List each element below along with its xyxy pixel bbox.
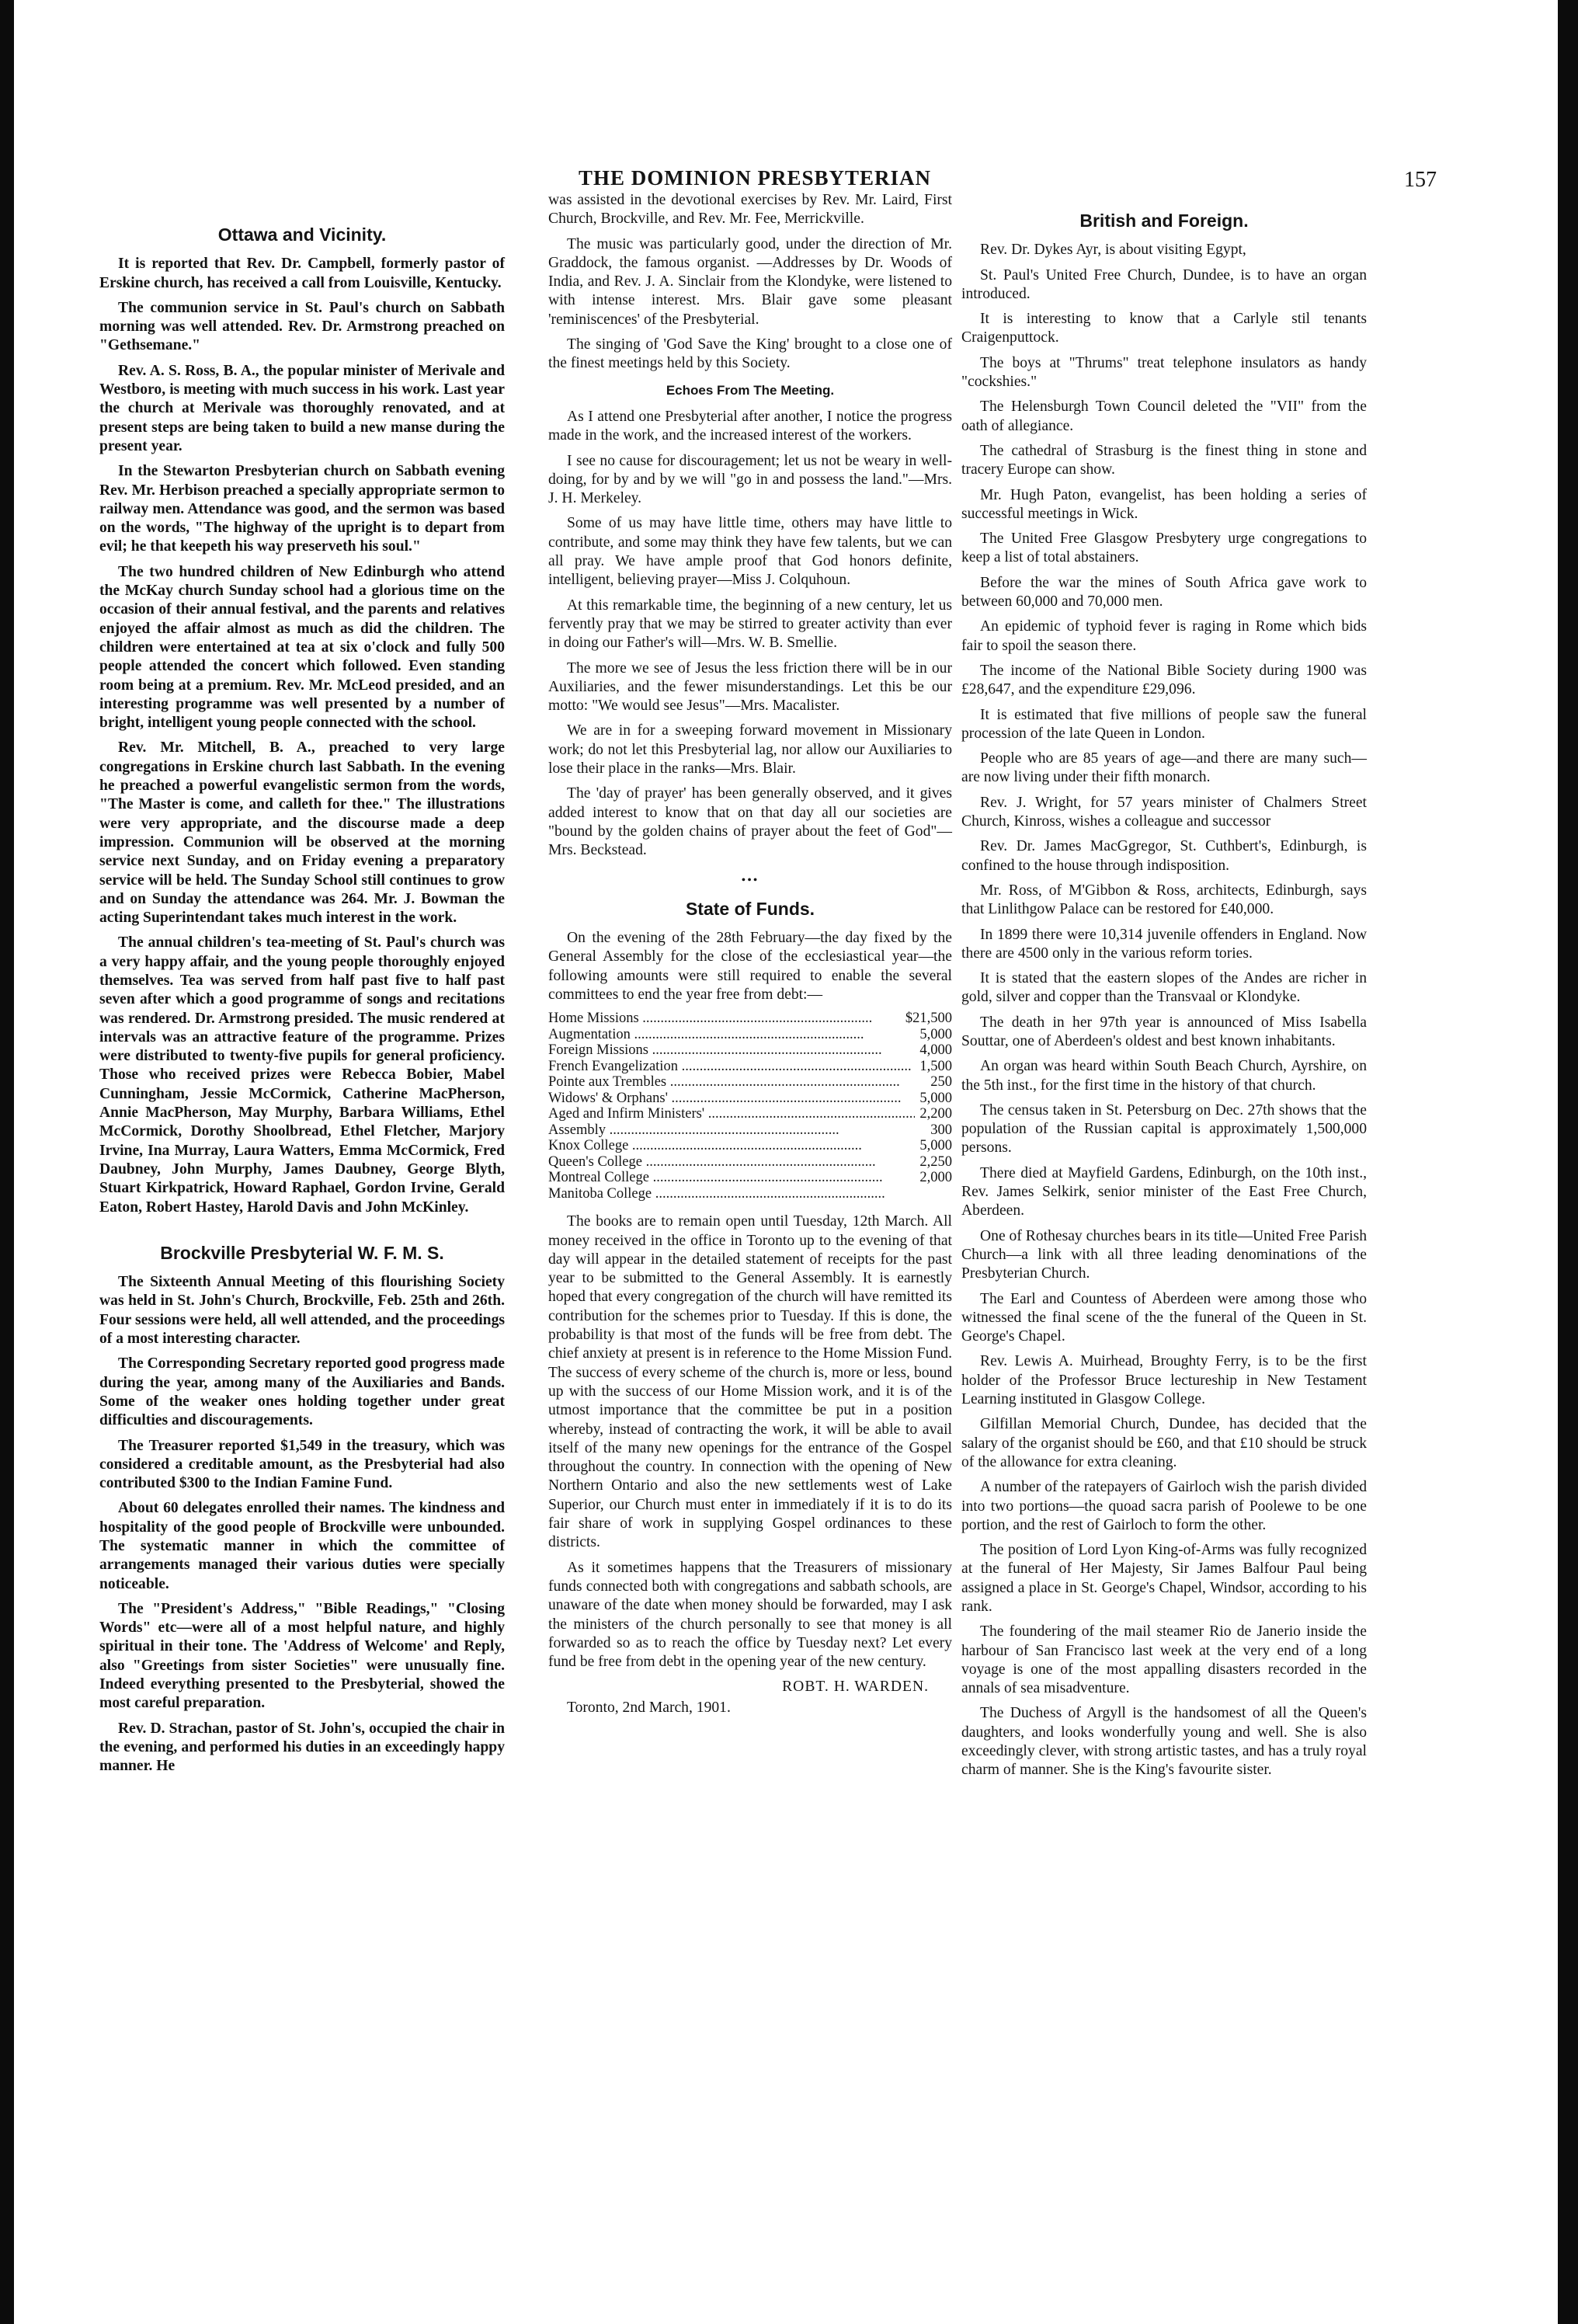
article-paragraph: The singing of 'God Save the King' brought to a close one of the finest meetings held by this Society. — [548, 336, 952, 372]
news-item: The Helensburgh Town Council deleted the "VII" from the oath of allegiance. — [961, 398, 1367, 434]
news-item: Rev. Dr. Dykes Ayr, is about visiting Egypt, — [980, 242, 1246, 259]
funds-table — [548, 1011, 952, 1202]
news-item: A number of the ratepayers of Gairloch wish the parish divided into two portions—the quoad sacra parish of Poolewe to be one portion, and the rest of Gairloch to form the other. — [961, 1479, 1367, 1533]
fund-name: Augmentation ..... — [548, 1027, 915, 1043]
news-item: The income of the National Bible Society during 1900 was £28,647, and the expenditure £29,096. — [961, 662, 1367, 698]
article-paragraph: The "President's Address," "Bible Readings," "Closing Words" etc—were all of a most helpful nature, and highly spiritual in their tone. The 'Address of Welcome' and Reply, also "Greetings from sister Societies" were unusually fine. Indeed everything presented to the Presbyterial, showed the most careful preparation. — [99, 1600, 505, 1712]
funds-row — [548, 1027, 952, 1043]
news-item: Gilfillan Memorial Church, Dundee, has decided that the salary of the organist should be £60, and that £10 should be struck of the allowance for extra cleaning. — [961, 1416, 1367, 1470]
fund-amount — [947, 1186, 952, 1202]
news-item: The boys at "Thrums" treat telephone insulators as handy "cockshies." — [961, 354, 1367, 391]
echo-paragraph: The more we see of Jesus the less friction there will be in our Auxiliaries, and the fewer misunderstandings. Let this be our motto: "We would see Jesus"—Mrs. Macalister. — [548, 659, 952, 715]
article-paragraph: About 60 delegates enrolled their names. The kindness and hospitality of the good people of Brockville were unbounded. The systematic manner in which the committee of arrangements managed their various duties were specially noticeable. — [99, 1500, 505, 1592]
brockville-articles — [99, 1273, 505, 1776]
fund-name: Home Missions ..... — [548, 1011, 901, 1027]
scan-right-edge — [1558, 0, 1578, 2324]
fund-amount: 5,000 — [919, 1138, 952, 1154]
news-item: An organ was heard within South Beach Church, Ayrshire, on the 5th inst., for the first time in the history of that church. — [961, 1058, 1367, 1094]
news-item: The foundering of the mail steamer Rio de Janerio inside the harbour of San Francisco last week at the very end of a long voyage is one of the most appalling disasters recorded in the annals of sea misadventure. — [961, 1623, 1367, 1697]
fund-amount: 300 — [930, 1122, 952, 1138]
echo-paragraph: As I attend one Presbyterial after another, I notice the progress made in the work, and the increased interest of the workers. — [548, 408, 952, 444]
article-paragraph: Rev. Mr. Mitchell, B. A., preached to very large congregations in Erskine church last Sabbath. In the evening he preached a powerful evangelistic sermon from the words, "The Master is come, and calleth for thee." The illustrations were very appropriate, and the discourse made a deep impression. Communion will be observed at the morning service next Sunday, and on Friday evening a preparatory service will be held. The Sunday School still continues to grow and on Sunday the attendance was 264. Mr. J. Bowman the acting Superintendant takes much interest in the work. — [99, 739, 505, 927]
article-paragraph: The music was particularly good, under the direction of Mr. Graddock, the famous organist. —Addresses by Dr. Woods of India, and Rev. J. A. Sinclair from the Klondyke, were listened to with intense interest. Mrs. Blair gave some pleasant 'reminiscences' of the Presbyterial. — [548, 235, 952, 328]
news-item: The death in her 97th year is announced of Miss Isabella Souttar, one of Aberdeen's oldest and best known inhabitants. — [961, 1014, 1367, 1049]
news-item: The census taken in St. Petersburg on Dec. 27th shows that the population of the Russian capital is approximately 1,500,000 persons. — [961, 1101, 1367, 1157]
fund-name: Aged and Infirm Ministers' ..... — [548, 1106, 915, 1122]
fund-name: French Evangelization ..... — [548, 1059, 915, 1075]
news-item: An epidemic of typhoid fever is raging in Rome which bids fair to spoil the season there. — [961, 618, 1367, 654]
echo-paragraph: I see no cause for discouragement; let us not be weary in well-doing, for by and by we will "go in and possess the land."—Mrs. J. H. Merkeley. — [548, 452, 952, 507]
news-item: The position of Lord Lyon King-of-Arms was fully recognized at the funeral of Her Majesty, Sir James Balfour Paul being assigned a place in St. George's Chapel, Windsor, according to his rank. — [961, 1542, 1367, 1615]
fund-amount: 2,250 — [919, 1153, 952, 1170]
column-left — [99, 216, 505, 1783]
column-right — [961, 211, 1367, 1786]
funds-row — [548, 1042, 952, 1059]
scan-left-edge — [0, 0, 14, 2324]
echo-paragraph: At this remarkable time, the beginning of a new century, let us fervently pray that we may be stirred to greater activity than ever in doing our Father's will—Mrs. W. B. Smellie. — [548, 597, 952, 652]
article-paragraph: Rev. D. Strachan, pastor of St. John's, occupied the chair in the evening, and performed his duties in an exceedingly happy manner. He — [99, 1720, 505, 1775]
news-item: In 1899 there were 10,314 juvenile offenders in England. Now there are 4500 only in the various reform tories. — [961, 926, 1367, 962]
fund-name: Knox College ..... — [548, 1138, 915, 1154]
article-paragraph: It is reported that Rev. Dr. Campbell, formerly pastor of Erskine church, has received a call from Louisville, Kentucky. — [99, 256, 505, 291]
fund-name: Foreign Missions ..... — [548, 1042, 915, 1059]
section-divider: ••• — [741, 873, 759, 887]
article-paragraph: The books are to remain open until Tuesday, 12th March. All money received in the office in Toronto up to the evening of that day will appear in the detailed statement of receipts for the past year to be submitted to the General Assembly. It is earnestly hoped that every congregation of the church will have remitted its contribution for the schemes prior to Tuesday. If this is done, the probability is that most of the funds will be free from debt. The chief anxiety at present is in reference to the Home Mission Fund. The success of every scheme of the church is, more or less, bound up with the success of our Home Mission work, and it is of the utmost importance that the committee be put in a position whereby, instead of contracting the work, it will be able to avail itself of the many new openings for the entrance of the Gospel throughout the country. In connection with the opening of New Northern Ontario and also the new settlements west of Lake Superior, our Church must enter in immediately if it is to do its fair share of work in supplying Gospel ordinances to these districts. — [548, 1213, 952, 1551]
news-item: St. Paul's United Free Church, Dundee, is to have an organ introduced. — [961, 266, 1367, 302]
page-number: 157 — [1404, 168, 1437, 192]
fund-name: Manitoba College ..... — [548, 1186, 947, 1202]
fund-amount: 250 — [930, 1074, 952, 1091]
funds-row — [548, 1106, 952, 1122]
article-paragraph: The communion service in St. Paul's church on Sabbath morning was well attended. Rev. Dr. Armstrong preached on "Gethsemane." — [99, 299, 505, 354]
fund-amount: 1,500 — [919, 1058, 952, 1074]
article-paragraph: The Corresponding Secretary reported good progress made during the year, among many of the Auxiliaries and Bands. Some of the weaker ones holding together under great difficulties and discouragements. — [99, 1355, 505, 1429]
fund-name: Widows' & Orphans' ..... — [548, 1091, 915, 1107]
funds-row — [548, 1011, 952, 1027]
news-item: The Earl and Countess of Aberdeen were among those who witnessed the final scene of the the funeral of the Queen in St. George's Chapel. — [961, 1290, 1367, 1345]
echo-paragraph: We are in for a sweeping forward movement in Missionary work; do not let this Presbyterial lag, nor allow our Auxiliaries to lose their place in the ranks—Mrs. Blair. — [548, 722, 952, 778]
fund-amount: 2,000 — [919, 1170, 952, 1186]
funds-row — [548, 1154, 952, 1171]
echo-paragraph: The 'day of prayer' has been generally observed, and it gives added interest to know that on that day all our societies are "bound by the golden chains of prayer about the feet of God"—Mrs. Beckstead. — [548, 785, 952, 859]
section-heading-ottawa: Ottawa and Vicinity. — [217, 224, 387, 245]
news-item: There died at Mayfield Gardens, Edinburgh, on the 10th inst., Rev. James Selkirk, senior minister of the East Free Church, Aberdeen. — [961, 1164, 1367, 1219]
article-paragraph: The two hundred children of New Edinburgh who attend the McKay church Sunday school had a glorious time on the occasion of their annual festival, and the parents and relatives enjoyed the affair almost as much as did the children. The children were entertained at tea at six o'clock and fully 500 people attended the concert which followed. Even standing room being at a premium. Rev. Mr. McLeod presided, and an interesting programme was well presented by a number of bright, intelligent young people connected with the school. — [99, 563, 505, 732]
fund-amount: 5,000 — [919, 1090, 952, 1106]
article-paragraph: As it sometimes happens that the Treasurers of missionary funds connected both with congregations and sabbath schools, are unaware of the date when money should be forwarded, may I ask the ministers of the church personally to see that money is all forwarded so as to reach the office by Tuesday next? Let every fund be free from debt in the opening year of the new century. — [548, 1559, 952, 1671]
news-item: Rev. Dr. James MacGgregor, St. Cuthbert's, Edinburgh, is confined to the house through indisposition. — [961, 838, 1367, 874]
news-item: It is interesting to know that a Carlyle stil tenants Craigenputtock. — [961, 311, 1367, 346]
subheading-echoes: Echoes From The Meeting. — [666, 382, 835, 398]
fund-amount: 5,000 — [919, 1026, 952, 1042]
article-paragraph: was assisted in the devotional exercises by Rev. Mr. Laird, First Church, Brockville, and Rev. Mr. Fee, Merrickville. — [548, 192, 952, 228]
section-heading-funds: State of Funds. — [685, 898, 815, 919]
news-item: The United Free Glasgow Presbytery urge congregations to keep a list of total abstainers. — [961, 531, 1367, 566]
ottawa-articles — [99, 255, 505, 1217]
funds-row — [548, 1186, 952, 1202]
fund-name: Queen's College ..... — [548, 1154, 915, 1171]
funds-row — [548, 1138, 952, 1154]
page-header-title: THE DOMINION PRESBYTERIAN — [578, 166, 932, 190]
news-item: Mr. Ross, of M'Gibbon & Ross, architects, Edinburgh, says that Linlithgow Palace can be restored for £40,000. — [961, 882, 1367, 918]
news-item: Before the war the mines of South Africa gave work to between 60,000 and 70,000 men. — [961, 574, 1367, 611]
article-paragraph: Rev. A. S. Ross, B. A., the popular minister of Merivale and Westboro, is meeting with much success in his work. Last year the church at Merivale was thoroughly renovated, and at present steps are being taken to build a new manse during the present year. — [99, 362, 505, 454]
signature: ROBT. H. WARDEN. — [782, 1679, 929, 1696]
dateline: Toronto, 2nd March, 1901. — [567, 1699, 731, 1716]
news-item: Rev. J. Wright, for 57 years minister of Chalmers Street Church, Kinross, wishes a colleague and successor — [961, 794, 1367, 830]
column-middle — [548, 168, 952, 1724]
news-item: Rev. Lewis A. Muirhead, Broughty Ferry, is to be the first holder of the Professor Bruce lectureship in New Testament Learning instituted in Glasgow College. — [961, 1353, 1367, 1408]
funds-row — [548, 1170, 952, 1186]
fund-name: Pointe aux Trembles ..... — [548, 1074, 926, 1091]
funds-row — [548, 1122, 952, 1139]
news-item: One of Rothesay churches bears in its title—United Free Parish Church—a link with all three leading denominations of the Presbyterian Church. — [961, 1227, 1367, 1282]
news-item: The cathedral of Strasburg is the finest thing in stone and tracery Europe can show. — [961, 442, 1367, 478]
fund-name: Assembly ..... — [548, 1122, 926, 1139]
article-paragraph: The Treasurer reported $1,549 in the treasury, which was considered a creditable amount, as the Presbyterial had also contributed $300 to the Indian Famine Fund. — [99, 1437, 505, 1492]
news-item: It is stated that the eastern slopes of the Andes are richer in gold, silver and copper than the Transvaal or Klondyke. — [961, 970, 1367, 1006]
news-item: People who are 85 years of age—and there are many such—are now living under their fifth monarch. — [961, 750, 1367, 786]
section-heading-british: British and Foreign. — [1079, 210, 1249, 231]
article-paragraph: In the Stewarton Presbyterian church on Sabbath evening Rev. Mr. Herbison preached a specially appropriate sermon to railway men. Attendance was good, and the sermon was based on the words, "The highway of the upright is to depart from evil; he that keepeth his way preserveth his soul." — [99, 463, 505, 555]
fund-amount: $21,500 — [905, 1011, 952, 1027]
news-item: The Duchess of Argyll is the handsomest of all the Queen's daughters, and looks wonderfully young and well. She is also exceedingly clever, with strong artistic tastes, and has a truly royal charm of manner. She is the King's favourite sister. — [961, 1705, 1367, 1779]
news-item: Mr. Hugh Paton, evangelist, has been holding a series of successful meetings in Wick. — [961, 486, 1367, 522]
echo-paragraph: Some of us may have little time, others may have little to contribute, and some may think they have few talents, but we can all pray. We have ample proof that God honors definite, intelligent, believing prayer—Miss J. Colquhoun. — [548, 515, 952, 589]
funds-row — [548, 1074, 952, 1091]
fund-amount: 2,200 — [919, 1106, 952, 1122]
funds-row — [548, 1059, 952, 1075]
section-heading-brockville: Brockville Presbyterial W. F. M. S. — [160, 1242, 444, 1263]
funds-row — [548, 1091, 952, 1107]
fund-amount: 4,000 — [919, 1042, 952, 1059]
article-paragraph: The annual children's tea-meeting of St. Paul's church was a very happy affair, and the young people thoroughly enjoyed themselves. Tea was served from half past five to half past seven after which a good programme of songs and recitations was rendered. Dr. Armstrong presided. The music rendered at intervals was an attractive feature of the programme. Prizes were distributed to twenty-five pupils for general proficiency. Those who received prizes were Rebecca Bobier, Mabel Cunningham, Jessie McCormick, Catherine MacPherson, Annie MacPherson, May Murphy, Barbara Williams, Ethel McCormick, Dorothy Shoolbread, Ethel Fletcher, Marjory Irvine, Ina Murray, Laura Watters, Emma McCormick, Fred Daubney, John Murphy, James Daubney, George Blyth, Stuart Kirkpatrick, Howard Raphael, Gordon Irvine, Gerald Eaton, Robert Hastey, Harold Davis and John McKinley. — [99, 934, 505, 1216]
funds-intro: On the evening of the 28th February—the day fixed by the General Assembly for the close of the ecclesiastical year—the following amounts were still required to enable the several committees to end the year free from debt:— — [548, 930, 952, 1003]
article-paragraph: The Sixteenth Annual Meeting of this flourishing Society was held in St. John's Church, Brockville, Feb. 25th and 26th. Four sessions were held, all well attended, and the proceedings of a most interesting character. — [99, 1274, 505, 1348]
fund-name: Montreal College ..... — [548, 1170, 915, 1186]
news-item: It is estimated that five millions of people saw the funeral procession of the late Queen in London. — [961, 706, 1367, 742]
